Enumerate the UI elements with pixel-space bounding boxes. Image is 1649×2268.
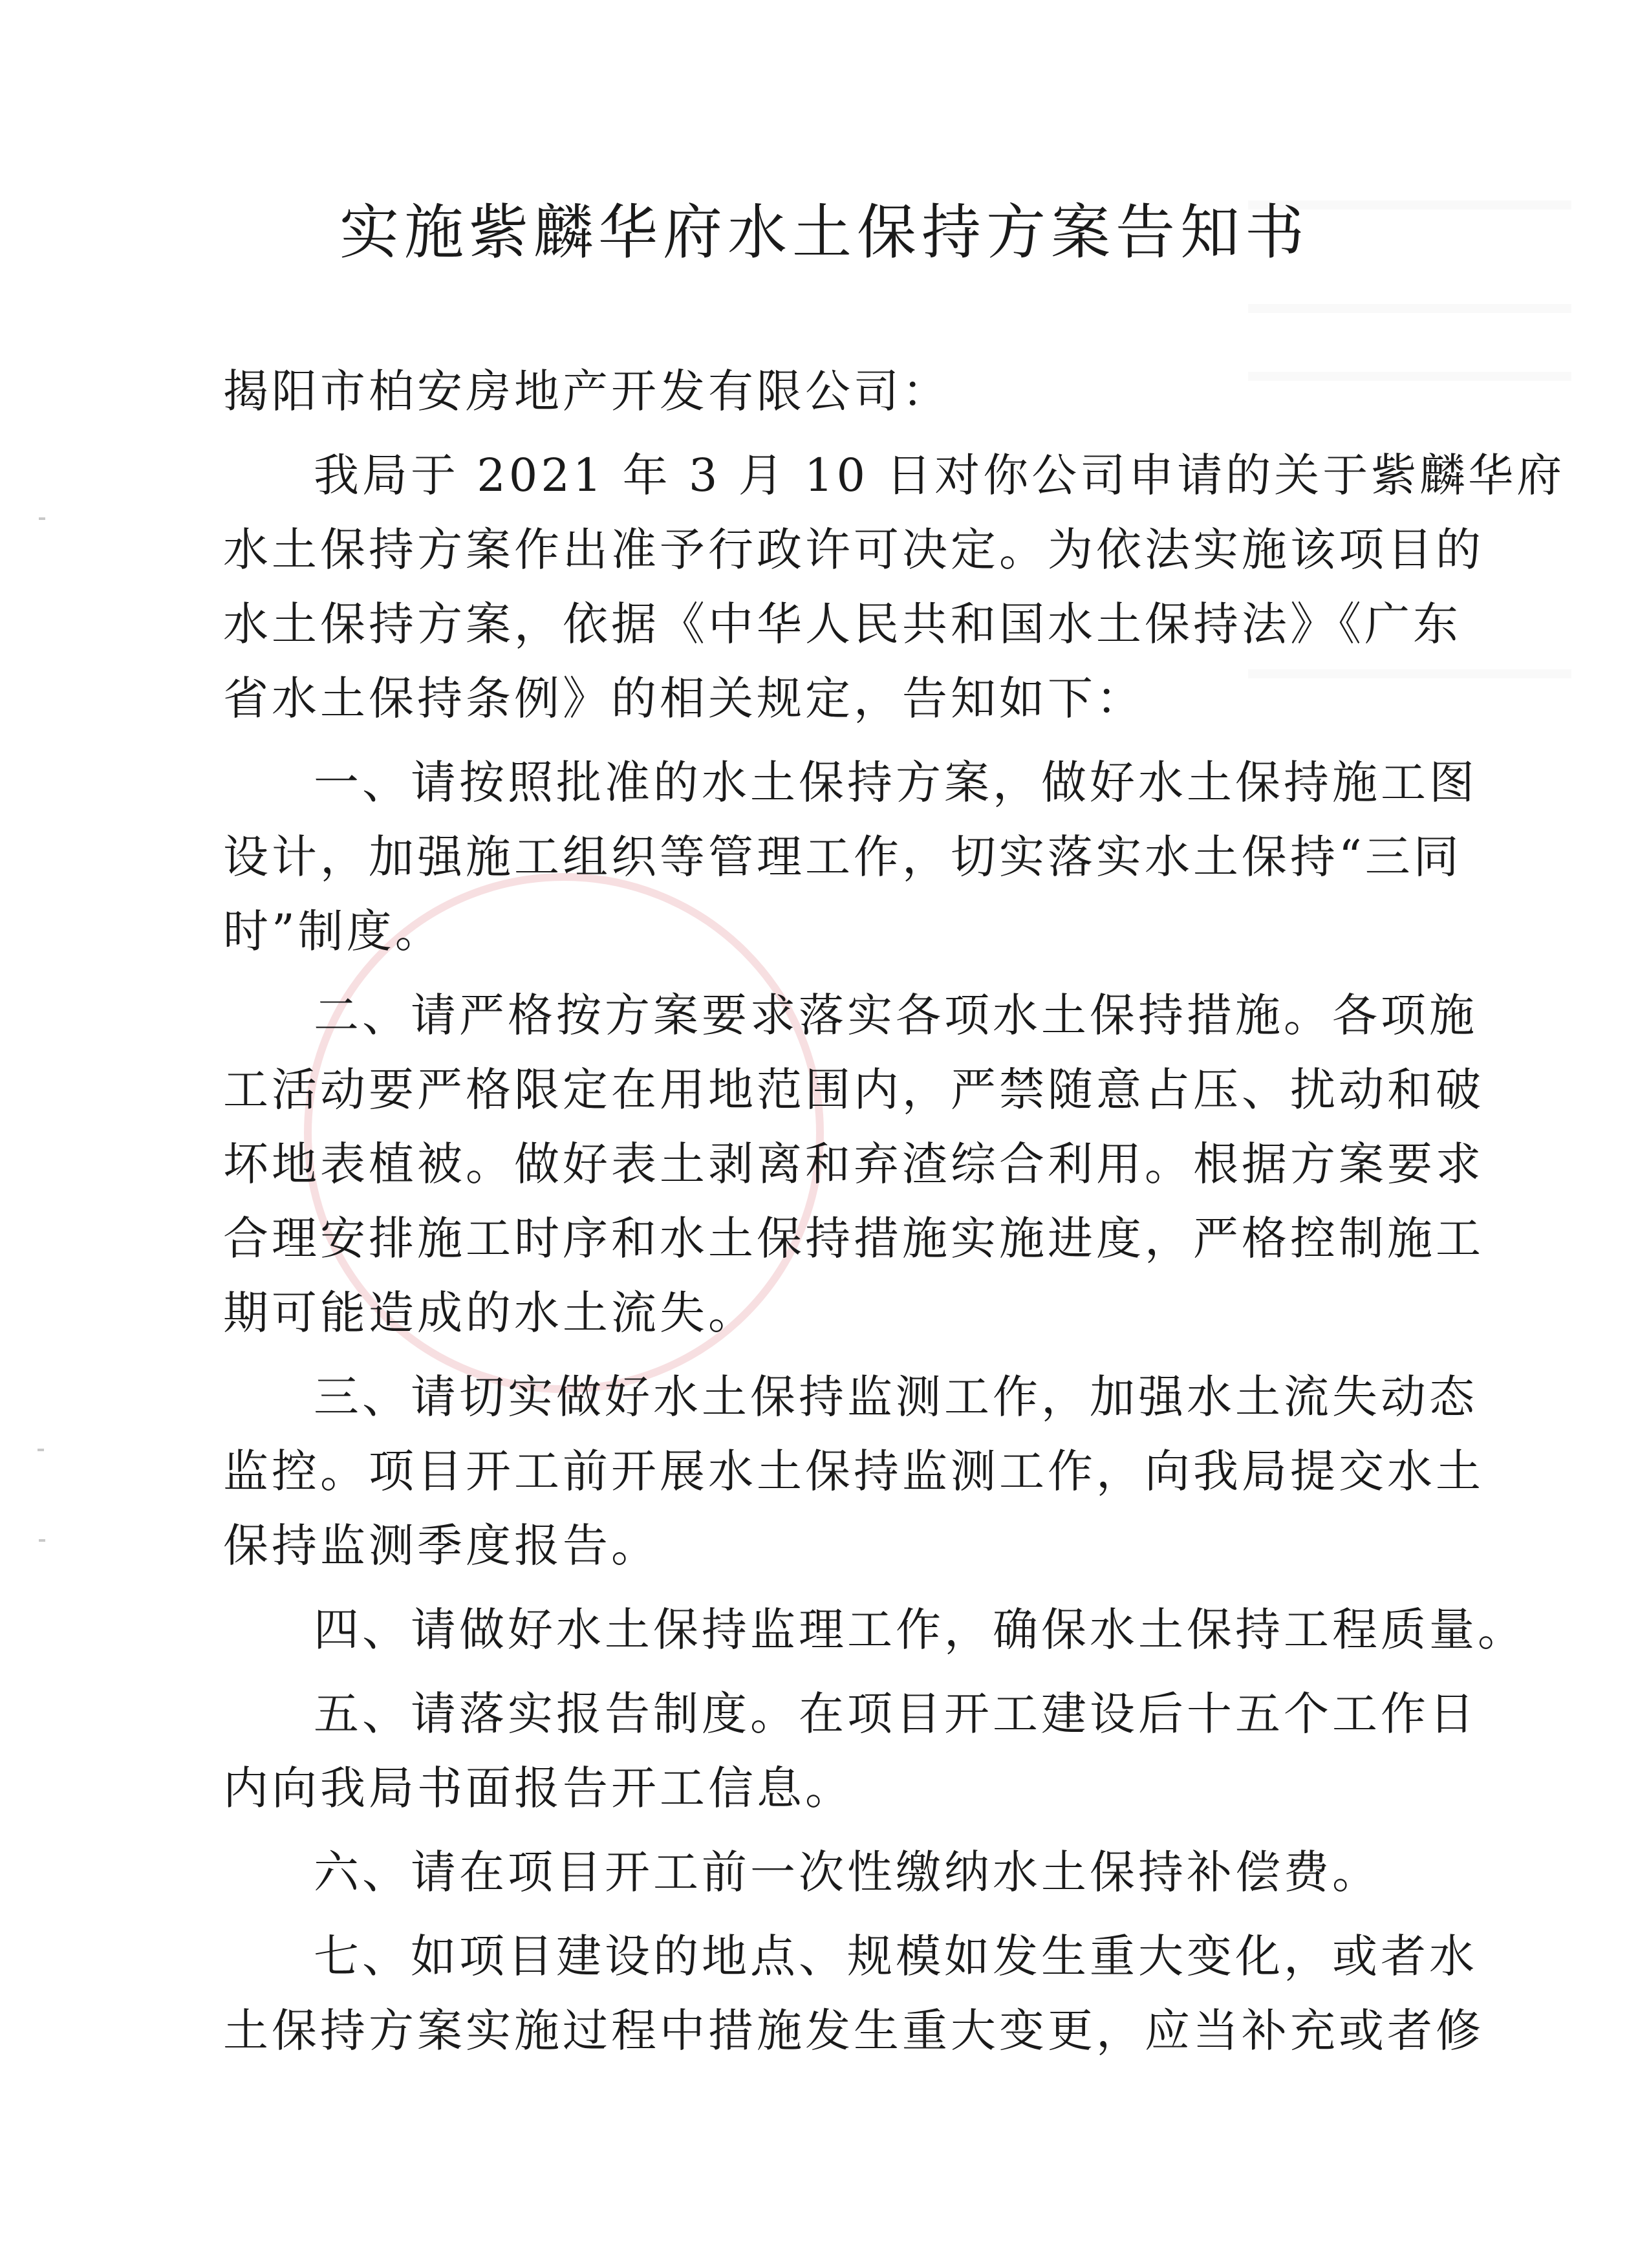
paragraph-line: 我局于 2021 年 3 月 10 日对你公司申请的关于紫麟华府	[314, 449, 1566, 502]
paragraph-line: 五、请落实报告制度。在项目开工建设后十五个工作日	[314, 1687, 1478, 1740]
paragraph-line: 工活动要严格限定在用地范围内，严禁随意占压、扰动和破	[223, 1063, 1484, 1116]
scan-mark	[39, 517, 45, 520]
scan-mark	[38, 1449, 44, 1451]
paragraph-line: 二、请严格按方案要求落实各项水土保持措施。各项施	[314, 989, 1478, 1042]
paragraph-line: 监控。项目开工前开展水土保持监测工作，向我局提交水土	[223, 1445, 1484, 1498]
paragraph-line: 土保持方案实施过程中措施发生重大变更，应当补充或者修	[223, 2004, 1484, 2057]
paragraph-line: 期可能造成的水土流失。	[223, 1286, 757, 1339]
paragraph-line: 一、请按照批准的水土保持方案，做好水土保持施工图	[314, 756, 1478, 809]
paragraph-line: 坏地表植被。做好表土剥离和弃渣综合利用。根据方案要求	[223, 1138, 1484, 1191]
scan-mark	[39, 1539, 45, 1542]
paragraph-line: 七、如项目建设的地点、规模如发生重大变化，或者水	[314, 1930, 1478, 1983]
paragraph-line: 水土保持方案作出准予行政许可决定。为依法实施该项目的	[223, 523, 1484, 576]
paragraph-line: 四、请做好水土保持监理工作，确保水土保持工程质量。	[314, 1603, 1526, 1656]
document-title: 实施紫麟华府水土保持方案告知书	[339, 198, 1310, 267]
paragraph-line: 水土保持方案，依据《中华人民共和国水土保持法》《广东	[223, 598, 1461, 651]
addressee-line: 揭阳市柏安房地产开发有限公司：	[223, 365, 951, 418]
paragraph-line: 省水土保持条例》的相关规定，告知如下：	[223, 672, 1145, 725]
paragraph-line: 内向我局书面报告开工信息。	[223, 1762, 854, 1815]
paragraph-line: 时”制度。	[223, 905, 444, 958]
bleed-through-mark	[1248, 669, 1571, 678]
bleed-through-mark	[1248, 304, 1571, 313]
paragraph-line: 保持监测季度报告。	[223, 1519, 660, 1572]
paragraph-line: 六、请在项目开工前一次性缴纳水土保持补偿费。	[314, 1846, 1381, 1899]
paragraph-line: 合理安排施工时序和水土保持措施实施进度，严格控制施工	[223, 1212, 1484, 1265]
paragraph-line: 设计，加强施工组织等管理工作，切实落实水土保持“三同	[223, 830, 1462, 883]
bleed-through-mark	[1248, 372, 1571, 381]
paragraph-line: 三、请切实做好水土保持监测工作，加强水土流失动态	[314, 1370, 1478, 1423]
